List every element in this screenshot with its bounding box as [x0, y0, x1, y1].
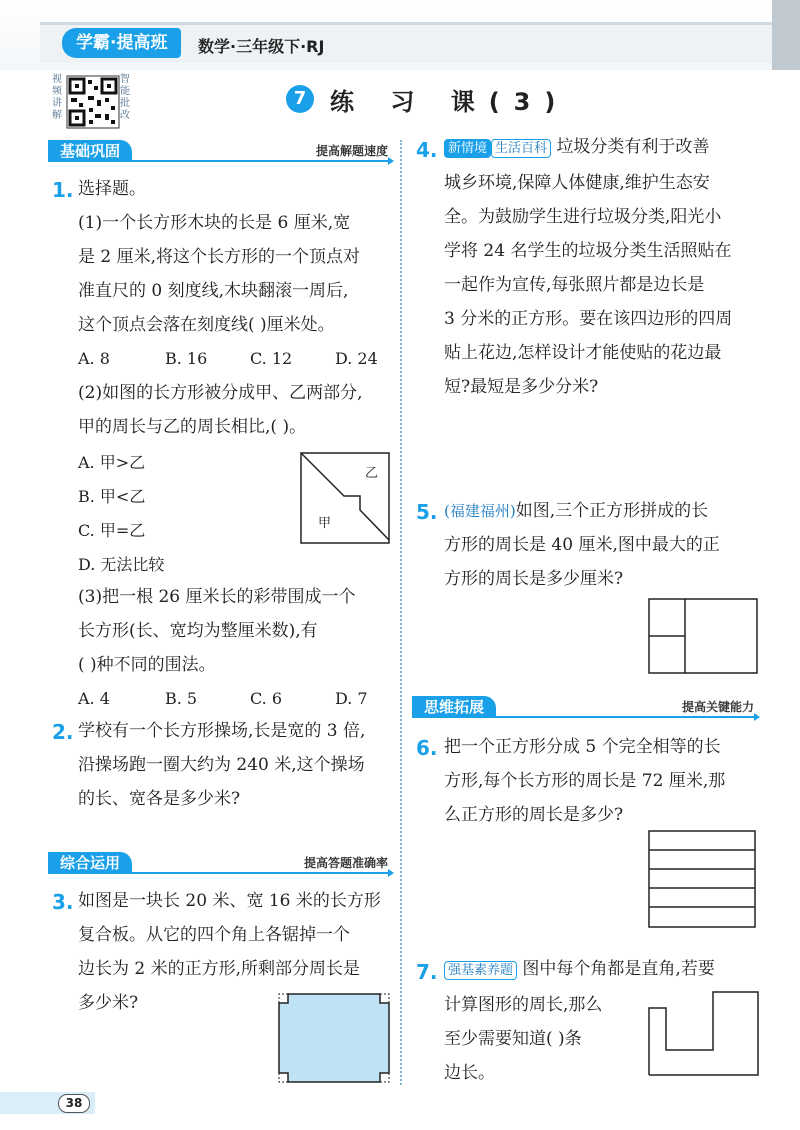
q7-number: 7. — [416, 960, 438, 984]
q4-line: 3 分米的正方形。要在该四边形的四周 — [444, 309, 733, 329]
q1-p3-line: 长方形(长、宽均为整厘米数),有 — [78, 621, 318, 641]
q4-line: 短?最短是多少分米? — [444, 377, 599, 397]
q4-line: 一起作为宣传,每张照片都是边长是 — [444, 275, 705, 295]
q1-p2-option-c[interactable]: C. 甲=乙 — [78, 521, 146, 540]
q1-fig-label-yi: 乙 — [365, 466, 379, 481]
q4-line: 贴上花边,怎样设计才能使贴的花边最 — [444, 343, 722, 363]
q2-line: 学校有一个长方形操场,长是宽的 3 倍, — [78, 721, 366, 741]
q7-line: 至少需要知道( )条 — [444, 1029, 582, 1049]
q5-three-squares-figure — [648, 598, 758, 674]
q4-tag-life: 生活百科 — [491, 139, 551, 158]
q7-tag: 强基素养题 — [444, 961, 517, 980]
lesson-number-badge: 7 — [286, 85, 314, 113]
q1-p1-option-a[interactable]: A. 8 — [78, 349, 110, 368]
qr-code-icon[interactable] — [67, 76, 119, 128]
q1-title: 选择题。 — [78, 179, 146, 199]
q5-number: 5. — [416, 500, 438, 524]
section-basic — [48, 140, 388, 162]
q1-p3-option-b[interactable]: B. 5 — [165, 689, 198, 708]
q7-first-line — [444, 952, 715, 986]
q1-p2-option-b[interactable]: B. 甲<乙 — [78, 487, 146, 506]
q3-line: 如图是一块长 20 米、宽 16 米的长方形 — [78, 891, 381, 911]
q6-line: 么正方形的周长是多少? — [444, 805, 624, 825]
section-think-underline — [412, 716, 754, 718]
section-apply-underline — [48, 872, 388, 874]
q1-p3-line: (3)把一根 26 厘米长的彩带围成一个 — [78, 587, 356, 607]
q4-line: 城乡环境,保障人体健康,维护生态安 — [444, 173, 710, 193]
q6-line: 方形,每个长方形的周长是 72 厘米,那 — [444, 771, 726, 791]
q7-line: 计算图形的周长,那么 — [444, 995, 603, 1015]
qr-left-text: 视频讲解 — [52, 74, 62, 121]
q1-p1-option-b[interactable]: B. 16 — [165, 349, 208, 368]
page-edge-tab — [772, 0, 800, 70]
qr-right-text: 智能批改 — [120, 74, 130, 121]
q1-p1-line: 这个顶点会落在刻度线( )厘米处。 — [78, 315, 335, 335]
q1-p3-option-d[interactable]: D. 7 — [335, 689, 368, 708]
q3-number: 3. — [52, 890, 74, 914]
section-arrow-icon — [388, 869, 394, 877]
page-number: 38 — [58, 1094, 90, 1113]
q7-first-text: 图中每个角都是直角,若要 — [522, 959, 715, 979]
section-think-subtitle: 提高关键能力 — [681, 700, 754, 714]
section-arrow-icon — [388, 157, 394, 165]
q1-p1-line: 是 2 厘米,将这个长方形的一个顶点对 — [78, 247, 361, 267]
q1-p2-option-a[interactable]: A. 甲>乙 — [78, 453, 146, 472]
q5-tag-source: (福建福州) — [444, 502, 516, 520]
q4-tag-new-context: 新情境 — [444, 139, 491, 158]
q2-line: 沿操场跑一圈大约为 240 米,这个操场 — [78, 755, 365, 775]
section-arrow-icon — [754, 713, 760, 721]
section-basic-label: 基础巩固 — [48, 140, 132, 162]
q1-p3-option-a[interactable]: A. 4 — [78, 689, 110, 708]
q1-p1-option-d[interactable]: D. 24 — [335, 349, 378, 368]
column-divider — [400, 140, 402, 1085]
brand-label: 学霸·提高班 — [62, 28, 181, 58]
q3-line: 多少米? — [78, 993, 139, 1013]
lesson-title: 练 习 课(3) — [330, 88, 570, 116]
section-apply — [48, 852, 388, 874]
section-basic-underline — [48, 160, 388, 162]
section-think — [412, 696, 754, 718]
q1-number: 1. — [52, 178, 74, 202]
q5-first-text: 如图,三个正方形拼成的长 — [515, 501, 709, 521]
section-basic-subtitle: 提高解题速度 — [315, 144, 388, 158]
section-apply-label: 综合运用 — [48, 852, 132, 874]
q5-line: 方形的周长是 40 厘米,图中最大的正 — [444, 535, 720, 555]
q1-p3-line: ( )种不同的围法。 — [78, 655, 216, 675]
q1-p1-line: (1)一个长方形木块的长是 6 厘米,宽 — [78, 213, 351, 233]
q4-line: 全。为鼓励学生进行垃圾分类,阳光小 — [444, 207, 722, 227]
q4-line: 学将 24 名学生的垃圾分类生活照贴在 — [444, 241, 732, 261]
q1-p2-line: 甲的周长与乙的周长相比,( )。 — [78, 417, 307, 437]
q4-first-text: 垃圾分类有利于改善 — [556, 137, 710, 157]
q3-line: 边长为 2 米的正方形,所剩部分周长是 — [78, 959, 361, 979]
q1-p1-option-c[interactable]: C. 12 — [250, 349, 293, 368]
subject-label: 数学·三年级下·RJ — [198, 37, 325, 56]
q1-fig-label-jia: 甲 — [318, 516, 332, 531]
q7-line: 边长。 — [444, 1063, 495, 1083]
q6-number: 6. — [416, 736, 438, 760]
q1-p3-option-c[interactable]: C. 6 — [250, 689, 283, 708]
q1-p1-line: 准直尺的 0 刻度线,木块翻滚一周后, — [78, 281, 349, 301]
section-apply-subtitle: 提高答题准确率 — [303, 856, 388, 870]
q7-right-angle-figure — [648, 990, 760, 1076]
q4-number: 4. — [416, 138, 438, 162]
q2-number: 2. — [52, 720, 74, 744]
q3-line: 复合板。从它的四个角上各锯掉一个 — [78, 925, 350, 945]
q1-p2-option-d[interactable]: D. 无法比较 — [78, 555, 165, 574]
q5-line: 方形的周长是多少厘米? — [444, 569, 624, 589]
q6-five-rects-figure — [648, 830, 756, 928]
section-think-label: 思维拓展 — [412, 696, 496, 718]
q4-first-line — [444, 130, 709, 164]
q2-line: 的长、宽各是多少米? — [78, 789, 241, 809]
q5-first-line — [444, 494, 708, 528]
q3-board-figure — [278, 993, 390, 1083]
q1-p2-line: (2)如图的长方形被分成甲、乙两部分, — [78, 383, 363, 403]
q6-line: 把一个正方形分成 5 个完全相等的长 — [444, 737, 721, 757]
